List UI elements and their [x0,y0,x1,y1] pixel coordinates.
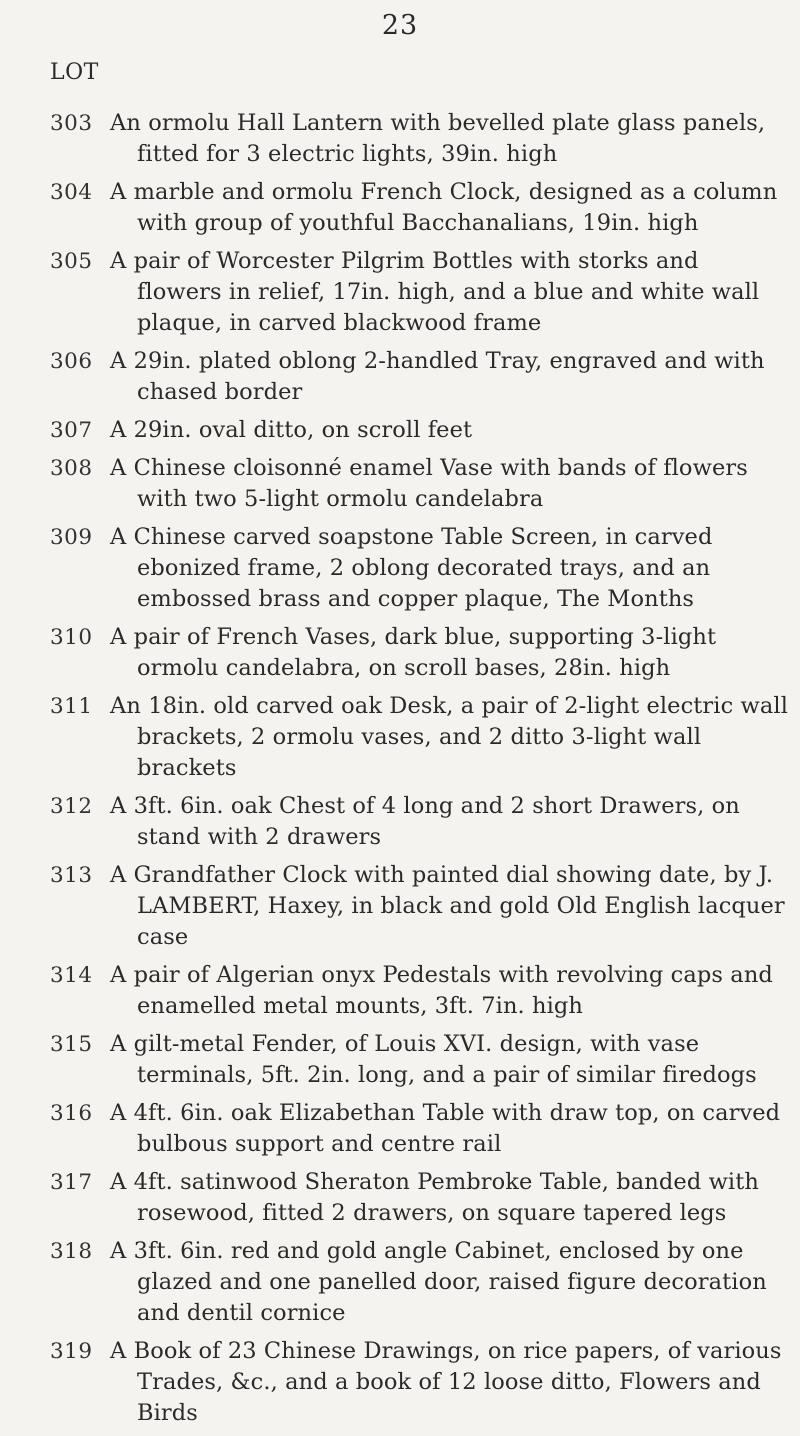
lot-description: A 3ft. 6in. red and gold angle Cabinet, enclosed by one glazed and one panelled door, raised figure decoration and dentil cornice [110,1238,767,1326]
lot-entry [50,622,790,684]
lot-number: 307 [50,418,93,443]
lot-number: 314 [50,963,93,988]
lot-entry [50,791,790,853]
lot-description: A 29in. oval ditto, on scroll feet [110,417,473,443]
lot-entry [50,246,790,339]
lot-column-header: LOT [50,60,99,85]
lot-number: 312 [50,794,93,819]
lot-description: A pair of Algerian onyx Pedestals with revolving caps and enamelled metal mounts, 3ft. 7in. high [110,962,773,1019]
lot-description: A Chinese carved soapstone Table Screen, in carved ebonized frame, 2 oblong decorated trays, and an embossed brass and copper plaque, The Months [110,524,713,612]
lot-description: A 4ft. satinwood Sheraton Pembroke Table, banded with rosewood, fitted 2 drawers, on square tapered legs [110,1169,759,1226]
lot-number: 318 [50,1239,93,1264]
lot-description: A 3ft. 6in. oak Chest of 4 long and 2 short Drawers, on stand with 2 drawers [110,793,740,850]
lot-entry [50,860,790,953]
lot-description: A Chinese cloisonné enamel Vase with bands of flowers with two 5-light ormolu candelabra [110,455,748,512]
lot-entry [50,1236,790,1329]
lot-number: 304 [50,180,93,205]
lot-description: A gilt-metal Fender, of Louis XVI. design, with vase terminals, 5ft. 2in. long, and a pair of similar firedogs [110,1031,757,1088]
lot-list [50,108,790,1436]
lot-number: 316 [50,1101,93,1126]
lot-entry [50,1336,790,1429]
lot-description: A Grandfather Clock with painted dial showing date, by J. LAMBERT, Haxey, in black and gold Old English lacquer case [110,862,785,950]
lot-description: A 29in. plated oblong 2-handled Tray, engraved and with chased border [110,348,765,405]
lot-number: 308 [50,456,93,481]
lot-number: 317 [50,1170,93,1195]
lot-description: An 18in. old carved oak Desk, a pair of 2-light electric wall brackets, 2 ormolu vases, and 2 ditto 3-light wall brackets [110,693,789,781]
lot-entry [50,346,790,408]
lot-number: 310 [50,625,93,650]
lot-entry [50,453,790,515]
lot-number: 305 [50,249,93,274]
lot-number: 306 [50,349,93,374]
lot-description: An ormolu Hall Lantern with bevelled plate glass panels, fitted for 3 electric lights, 39in. high [110,110,766,167]
page-number: 23 [381,10,419,41]
lot-entry [50,177,790,239]
lot-description: A pair of French Vases, dark blue, supporting 3-light ormolu candelabra, on scroll bases, 28in. high [110,624,717,681]
lot-entry [50,1029,790,1091]
lot-description: A Book of 23 Chinese Drawings, on rice papers, of various Trades, &c., and a book of 12 loose ditto, Flowers and Birds [110,1338,782,1426]
lot-entry [50,415,790,446]
lot-entry [50,1098,790,1160]
lot-entry [50,1167,790,1229]
lot-number: 309 [50,525,93,550]
lot-description: A pair of Worcester Pilgrim Bottles with storks and flowers in relief, 17in. high, and a blue and white wall plaque, in carved blackwood frame [110,248,760,336]
lot-number: 303 [50,111,93,136]
lot-entry [50,691,790,784]
lot-description: A marble and ormolu French Clock, designed as a column with group of youthful Bacchanalians, 19in. high [110,179,778,236]
lot-entry [50,522,790,615]
lot-number: 319 [50,1339,93,1364]
lot-entry [50,960,790,1022]
lot-number: 315 [50,1032,93,1057]
lot-number: 311 [50,694,93,719]
lot-description: A 4ft. 6in. oak Elizabethan Table with draw top, on carved bulbous support and centre rail [110,1100,781,1157]
lot-number: 313 [50,863,93,888]
lot-entry [50,108,790,170]
